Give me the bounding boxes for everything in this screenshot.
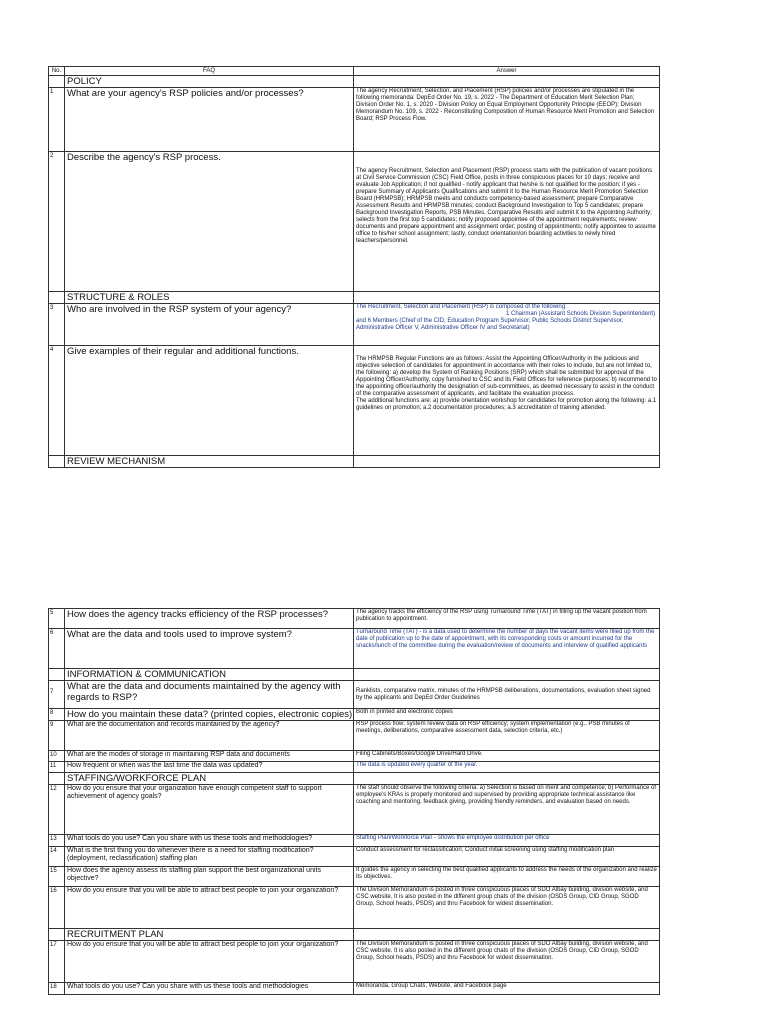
row-number: 12 [49, 785, 65, 835]
section-row [49, 773, 660, 785]
faq-question: What is the first thing you do whenever there is a need for staffing modification? (deployment, reclassification) staffing plan [65, 847, 354, 867]
row-number: 16 [49, 887, 65, 929]
table-row [49, 629, 660, 669]
row-number: 2 [49, 152, 65, 292]
row-number: 1 [49, 88, 65, 152]
section-title: RECRUITMENT PLAN [65, 929, 354, 941]
table-row [49, 785, 660, 835]
table-row [49, 152, 660, 292]
table-row [49, 887, 660, 929]
answer-members: 1 Chairman (Assistant Schools Division Superintendent) and 6 Members (Chief of the CID, Education Program Supervisor, Public Schools District Supervisor, Administrative Officer V, Administrative Officer IV and Secretariat) [356, 311, 656, 331]
faq-question: How do you ensure that you will be able to attract best people to join your organization? [65, 941, 354, 983]
section-row [49, 456, 660, 468]
faq-question: What tools do you use? Can you share with us these tools and methodologies? [65, 835, 354, 847]
row-number: 8 [49, 709, 65, 721]
faq-question: How does the agency tracks efficiency of the RSP processes? [65, 609, 354, 629]
faq-answer: The agency Recruitment, Selection and Placement (RSP) process starts with the publication of vacant positions at Civil Service Commission (CSC) Field Office, posts in three conspicuous places for 10 days; receive and evaluate Job Application; if not qualified - notify applicant that he/she is not qualified for the position; if yes - prepare Summary of Applicants Qualifications and submit it to the Human Resource Merit Promotion Selection Board (HRMPSB); HRMPSB meets and conducts competency-based assessment; prepare Comparative Assessment Results and HRMPSB minutes; conduct Background Investigation to Top 5 candidates; prepare Background Investigation Reports, PSB Minutes, Comparative Results and submit it to the Appointing Authority; selects from the first top 5 candidates; notify proposed appointee of the appointment requirements; review documents and prepare appointment and assignment order; posting of appointments; notify appointee to assume office to his/her school assignment; lastly, conduct orientation/on boarding activities to newly hired teachers/personnel. [354, 152, 660, 292]
faq-answer: Conduct assessment for reclassification; Conduct initial screening using staffing modification plan [354, 847, 660, 867]
table-row [49, 941, 660, 983]
faq-table-1 [48, 66, 660, 468]
faq-question: What are the data and tools used to improve system? [65, 629, 354, 669]
table-row [49, 346, 660, 456]
faq-answer: RSP process flow; system review data on RSP efficiency; system implementation (e.g., PSB minutes of meetings, deliberations, comparative assessment data, selection criteria, etc.) [354, 721, 660, 751]
faq-question: How do you ensure that your organization have enough competent staff to support achievement of agency goals? [65, 785, 354, 835]
row-number: 4 [49, 346, 65, 456]
faq-question: How does the agency assess its staffing plan support the best organizational units objective? [65, 867, 354, 887]
faq-answer: The Division Memorandum is posted in three conspicuous places of SDO Albay building, division website, and CSC website. It is also posted in the different group chats of the division (OSDS Group, CID Group, SGOD Group, School heads, PSDS) and thru Facebook for widest dissemination. [354, 941, 660, 983]
faq-answer: Memoranda, Group Chats, Website, and Facebook page [354, 983, 660, 995]
table-row [49, 681, 660, 709]
faq-table-2 [48, 608, 660, 995]
section-row [49, 76, 660, 88]
section-row [49, 669, 660, 681]
row-number: 9 [49, 721, 65, 751]
row-number: 18 [49, 983, 65, 995]
row-number: 14 [49, 847, 65, 867]
answer-additional-functions: The additional functions are: a) provide orientation workshop for candidates for promotion along the following: a.1 guidelines on promotion; a.2 documentation procedures; a.3 accreditation of training attended. [356, 398, 657, 411]
table-row [49, 721, 660, 751]
header-no: No. [49, 67, 65, 76]
table-row [49, 751, 660, 762]
faq-question: What are your agency's RSP policies and/or processes? [65, 88, 354, 152]
row-number: 5 [49, 609, 65, 629]
section-title: STAFFING/WORKFORCE PLAN [65, 773, 354, 785]
row-number: 3 [49, 304, 65, 346]
faq-question: Who are involved in the RSP system of your agency? [65, 304, 354, 346]
faq-answer: Both in printed and electronic copies [354, 709, 660, 721]
section-row [49, 929, 660, 941]
faq-answer: Staffing Plan/Workforce Plan - shows the employee distribution per office [354, 835, 660, 847]
row-number: 17 [49, 941, 65, 983]
faq-question: What are the documentation and records maintained by the agency? [65, 721, 354, 751]
row-number: 10 [49, 751, 65, 762]
table-row [49, 304, 660, 346]
table-row [49, 609, 660, 629]
faq-answer: Turnaround Time (TAT) - is a data used to determine the number of days the vacant items were filled up from the date of publication up to the date of appointment, with its corresponding costs or amount incurred for the snacks/lunch of the committee during the evaluation/review of documents and interview of qualified applicants [354, 629, 660, 669]
faq-question: How do you maintain these data? (printed copies, electronic copies) [65, 709, 354, 721]
faq-answer: The agency Recruitment, Selection, and Placement (RSP) policies and/or processes are stipulated in the following memoranda: DepEd Order No. 19, s. 2022 - The Department of Education Merit Selection Plan; Division Order No. 1, s. 2020 - Division Policy on Equal Employment Opportunity Principle (EEOP); Division Memorandum No. 109, s. 2022 - Reconstituting Composition of Human Resource Merit Promotion and Selection Board; RSP Process Flow. [354, 88, 660, 152]
faq-answer [354, 304, 660, 346]
faq-answer: The Division Memorandum is posted in three conspicuous places of SDO Albay building, division website, and CSC website. It is also posted in the different group chats of the division (OSDS Group, CID Group, SGOD Group, School heads, PSDS) and thru Facebook for widest dissemination. [354, 887, 660, 929]
faq-answer [354, 346, 660, 456]
row-number: 6 [49, 629, 65, 669]
table-header-row [49, 67, 660, 76]
header-answer: Answer [354, 67, 660, 76]
section-title: POLICY [65, 76, 354, 88]
section-title: INFORMATION & COMMUNICATION [65, 669, 354, 681]
faq-question: What are the data and documents maintained by the agency with regards to RSP? [65, 681, 354, 709]
table-row [49, 983, 660, 995]
row-number: 11 [49, 762, 65, 773]
header-faq: FAQ [65, 67, 354, 76]
faq-answer: The agency tracks the efficiency of the RSP using Turnaround Time (TAT) in filling up the vacant position from publication to appointment. [354, 609, 660, 629]
table-row [49, 709, 660, 721]
answer-regular-functions: The HRMPSB Regular Functions are as follows: Assist the Appointing Officer/Authority in the judicious and objective selection of candidates for appointment in accordance with their roles to include, but are not limited to, the following: a) develop the System of Ranking Positions (SRP) which shall be submitted for approval of the Appointing Officer/Authority, copy furnished to CSC and its Field Offices for reference purposes; b) recommend to the appointing officer/authority the designation of sub-committees, as deemed necessary to assist in the conduct of the comparative assessment of applicants, and facilitate the evaluation process. [356, 356, 657, 397]
answer-intro: The Recruitment, Selection and Placement (RSP) is composed of the following: [356, 304, 567, 310]
row-number: 15 [49, 867, 65, 887]
faq-answer: Filing Cabinets/Boxes/Google Drive/Hard Drive. [354, 751, 660, 762]
faq-answer: Ranklists, comparative matrix, minutes of the HRMPSB deliberations, documentations, evaluation sheet signed by the applicants and DepEd Order Guidelines [354, 681, 660, 709]
faq-answer: The data is updated every quarter of the year. [354, 762, 660, 773]
table-row [49, 762, 660, 773]
table-row [49, 88, 660, 152]
section-title: STRUCTURE & ROLES [65, 292, 354, 304]
table-row [49, 835, 660, 847]
table-row [49, 867, 660, 887]
faq-question: Describe the agency's RSP process. [65, 152, 354, 292]
faq-answer: The staff should observe the following criteria: a) Selection is based on merit and competence; b) Performance of employee's KRAs is properly monitored and supervised by providing appropriate technical assistance like coaching and mentoring, feedback giving, providing friendly reminders, and evaluation based on needs. [354, 785, 660, 835]
faq-question: How do you ensure that you will be able to attract best people to join your organization? [65, 887, 354, 929]
faq-question: How frequent or when was the last time the data was updated? [65, 762, 354, 773]
row-number: 7 [49, 681, 65, 709]
faq-question: What are the modes of storage in maintaining RSP data and documents [65, 751, 354, 762]
section-row [49, 292, 660, 304]
row-number: 13 [49, 835, 65, 847]
table-row [49, 847, 660, 867]
faq-question: What tools do you use? Can you share with us these tools and methodologies [65, 983, 354, 995]
faq-answer: It guides the agency in selecting the best qualified applicants to address the needs of the organization and realize its objectives. [354, 867, 660, 887]
section-title: REVIEW MECHANISM [65, 456, 354, 468]
faq-question: Give examples of their regular and additional functions. [65, 346, 354, 456]
